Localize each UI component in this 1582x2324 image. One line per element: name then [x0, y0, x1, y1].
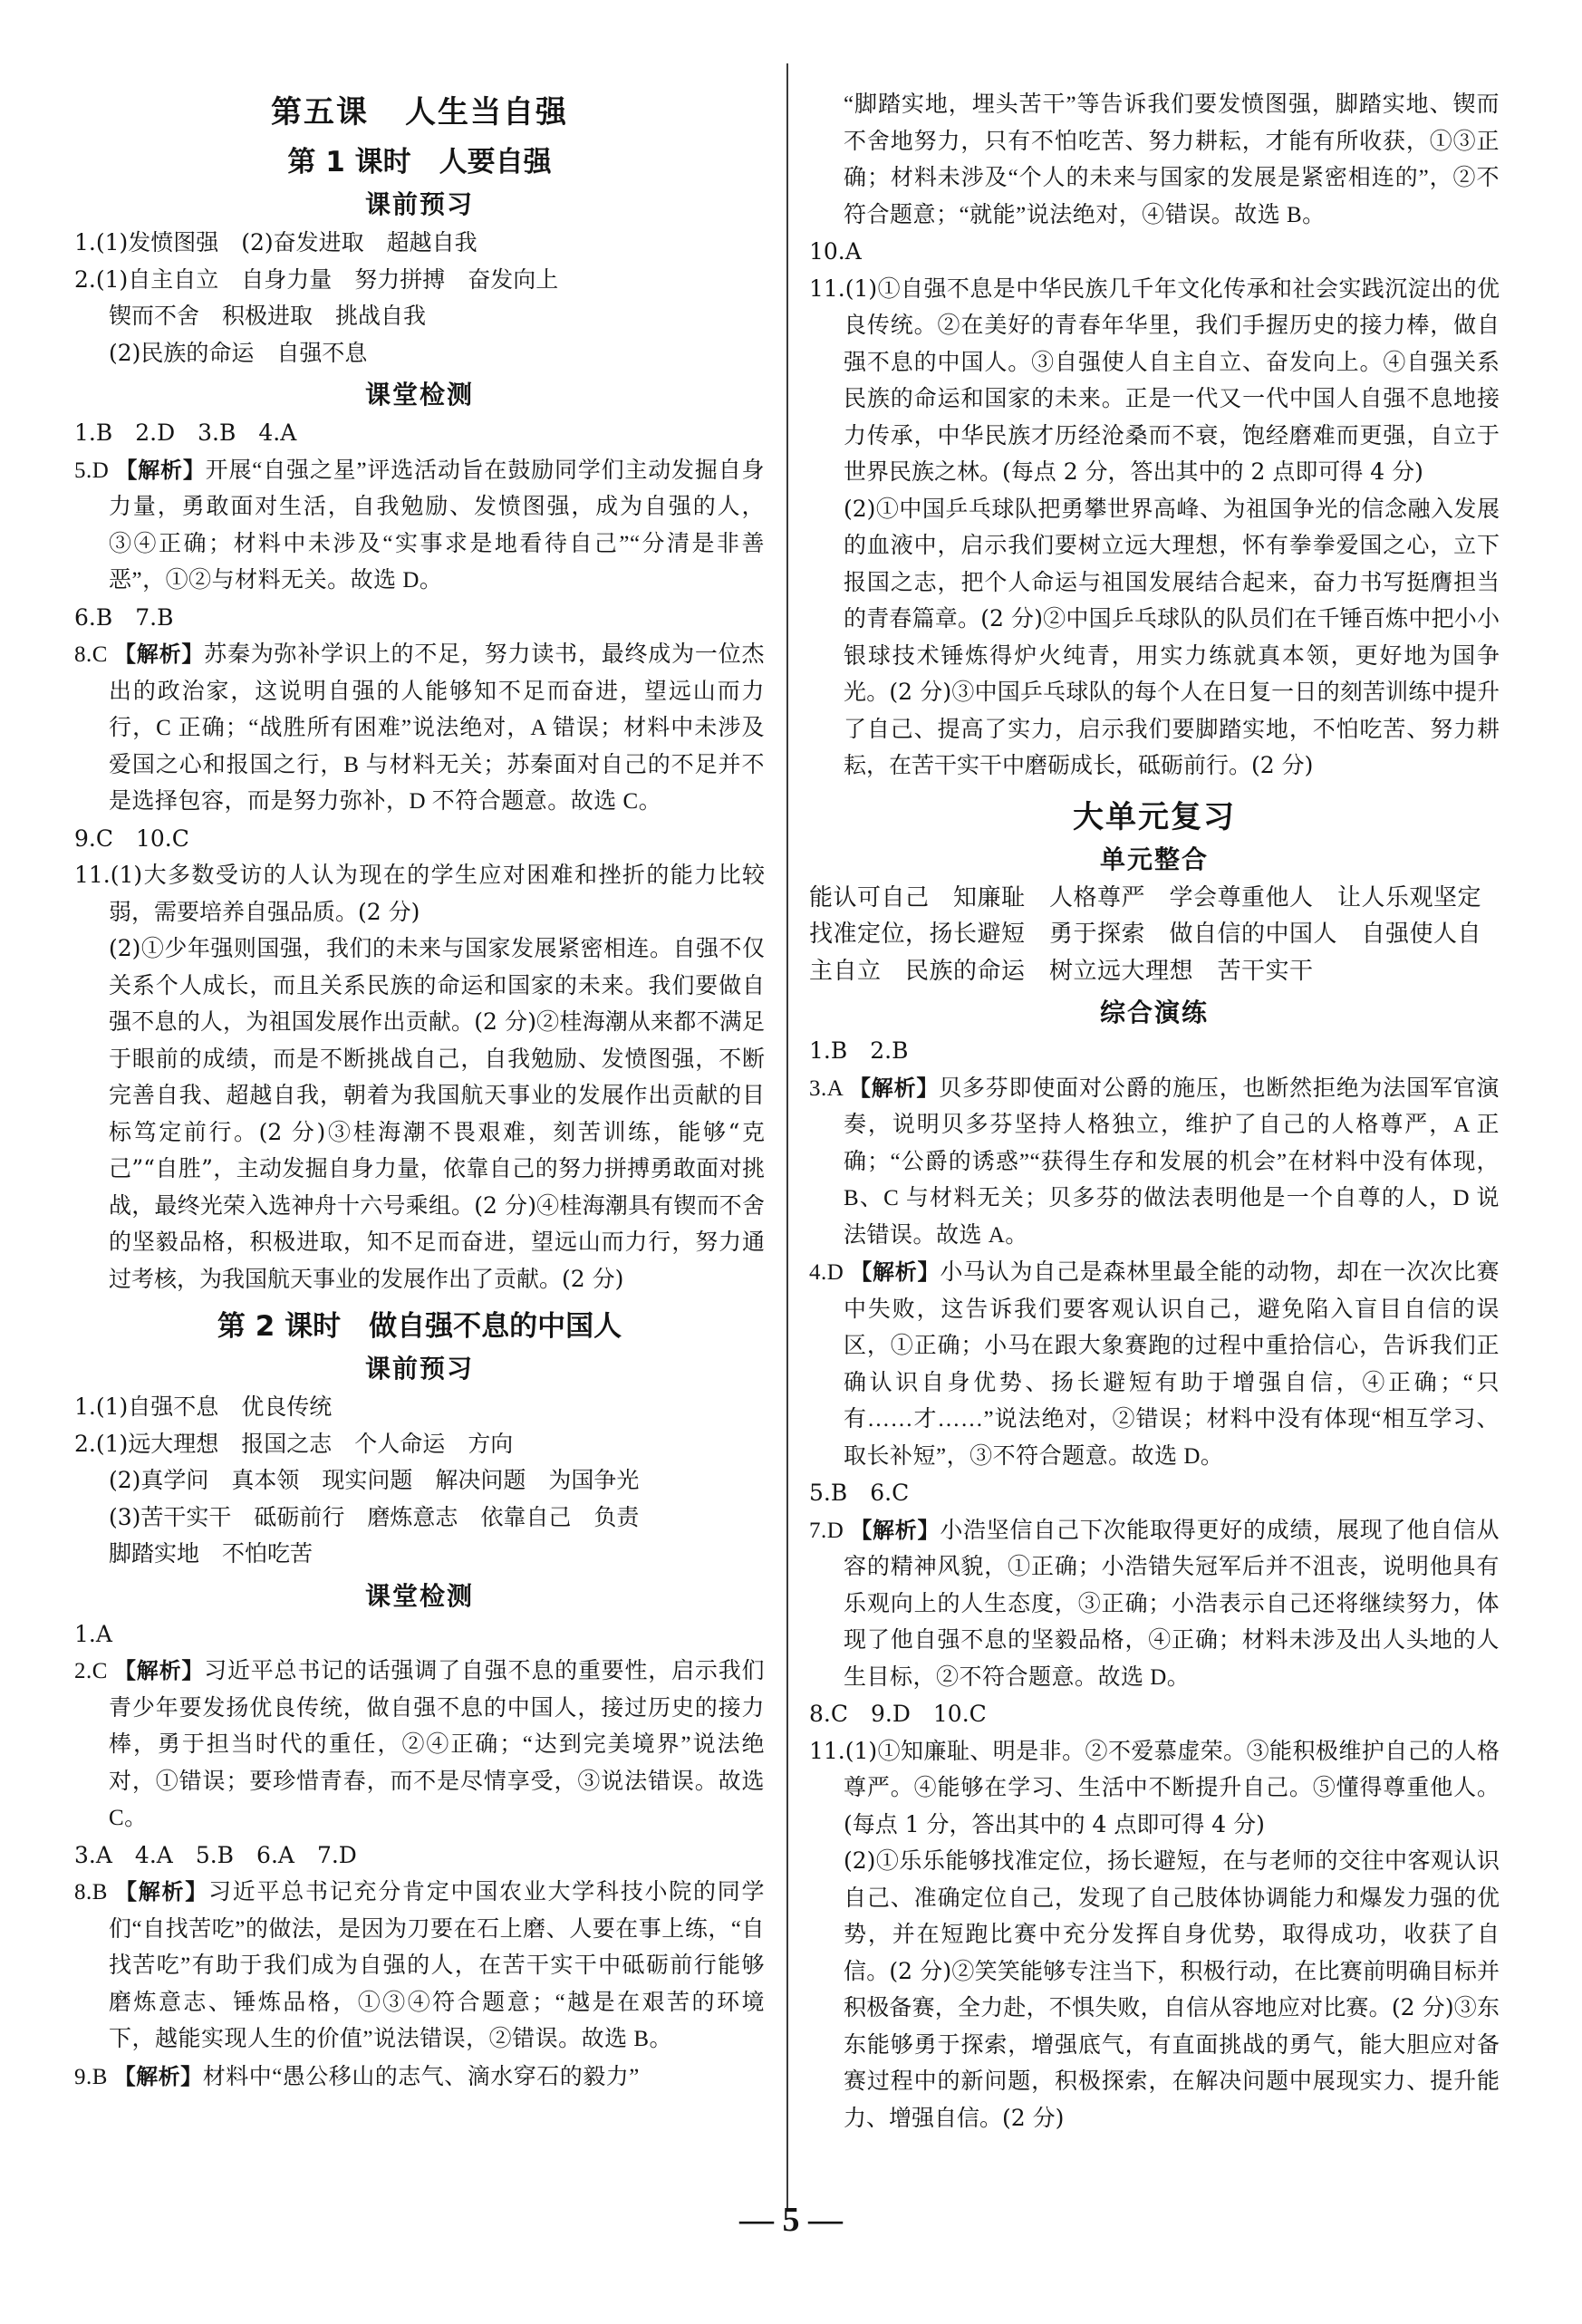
explained-answer: 8.B 【解析】习近平总书记充分肯定中国农业大学科技小院的同学们“自找苦吃”的做法，是因为刀要在石上磨、人要在事上练，“自找苦吃”有助于我们成为自强的人，在苦干实干中砥砺前行能够磨炼意志、锤炼品格，①③④符合题意；“越是在艰苦的环境下，越能实现人生的价值”说法错误，②错误。故选 B。 [74, 1879, 766, 2051]
unit-review-title: 大单元复习 [1073, 798, 1236, 835]
answer-item: 2.(1)自主自立 自身力量 努力拼搏 奋发向上 [74, 265, 559, 293]
l2-preview-title: 课前预习 [364, 1354, 474, 1384]
left-column [74, 87, 765, 2096]
l1-preview-title: 课前预习 [364, 189, 474, 219]
explained-answer: 2.C 【解析】习近平总书记的话强调了自强不息的重要性，启示我们青少年要发扬优良传统，做自强不息的中国人，接过历史的接力棒，勇于担当时代的重任，②④正确；“达到完美境界”说法绝对，①错误；要珍惜青春，而不是尽情享受，③说法错误。故选 C。 [74, 1658, 765, 1830]
page-number: — 5 — [739, 2201, 843, 2239]
answer-item: 11.(1)①知廉耻、明是非。②不爱慕虚荣。③能积极维护自己的人格尊严。④能够在学习、生活中不断提升自己。⑤懂得尊重他人。(每点 1 分，答出其中的 4 点即可得 4 分) [809, 1737, 1500, 1837]
answer-item: 8.C 9.D 10.C [809, 1701, 987, 1727]
answer-item: 11.(1)大多数受访的人认为现在的学生应对困难和挫折的能力比较弱，需要培养自强品质。(2 分) [74, 862, 765, 925]
answer-item: 1.(1)自强不息 优良传统 [74, 1393, 333, 1420]
integration-terms: 能认可自己 知廉耻 人格尊严 学会尊重他人 让人乐观坚定 找准定位，扬长避短 勇于探索 做自信的中国人 自强使人自主自立 民族的命运 树立远大理想 苦干实干 [809, 883, 1506, 985]
integration-title: 单元整合 [1099, 844, 1209, 874]
l2-check-title: 课堂检测 [364, 1580, 474, 1611]
lesson-title: 第五课 人生当自强 [271, 94, 568, 130]
answer-continuation: (2)①乐乐能够找准定位，扬长避短，在与老师的交往中客观认识自己、准确定位自己，发现了自己肢体协调能力和爆发力强的优势，并在短跑比赛中充分发挥自身优势，取得成功，收获了自信。(2 分)②笑笑能够专注当下，积极行动，在比赛前明确目标并积极备赛，全力赴，不惧失败，自信从容地应对比赛。(2 分)③东东能够勇于探索，增强底气，有直面挑战的勇气，能大胆应对备赛过程中的新问题，积极探索，在解决问题中展现实力、提升能力、增强自信。(2 分) [844, 1847, 1500, 2131]
right-column [809, 87, 1506, 2136]
lesson2-title: 第 2 课时 做自强不息的中国人 [217, 1310, 622, 1343]
explained-answer: 5.D 【解析】开展“自强之星”评选活动旨在鼓励同学们主动发掘自身力量，勇敢面对生活，自我勉励、发愤图强，成为自强的人，③④正确；材料中未涉及“实事求是地看待自己”“分清是非善恶”，①②与材料无关。故选 D。 [74, 457, 766, 593]
explained-answer: 9.B 【解析】材料中“愚公移山的志气、滴水穿石的毅力” [74, 2063, 640, 2089]
answer-continuation: (2)①中国乒乓球队把勇攀世界高峰、为祖国争光的信念融入发展的血液中，启示我们要树立远大理想，怀有拳拳爱国之心，立下报国之志，把个人命运与祖国发展结合起来，奋力书写挺膺担当的青春篇章。(2 分)②中国乒乓球队的队员们在千锤百炼中把小小银球技术锤炼得炉火纯青，用实力练就真本领，更好地为国争光。(2 分)③中国乒乓球队的每个人在日复一日的刻苦训练中提升了自己、提高了实力，启示我们要脚踏实地，不怕吃苦、努力耕耘，在苦干实干中磨砺成长，砥砺前行。(2 分) [844, 495, 1500, 778]
answer-continuation: (2)民族的命运 自强不息 [109, 339, 368, 366]
drill-title: 综合演练 [1099, 998, 1209, 1027]
answer-continuation: (2)①少年强则国强，我们的未来与国家发展紧密相连。自强不仅关系个人成长，而且关系民族的命运和国家的未来。我们要做自强不息的人，为祖国发展作出贡献。(2 分)②桂海潮从来都不满足于眼前的成绩，而是不断挑战自己，自我勉励、发愤图强，不断完善自我、超越自我，朝着为我国航天事业的发展作出贡献的目标笃定前行。(2 分)③桂海潮不畏艰难，刻苦训练，能够“克己”“自胜”，主动发掘自身力量，依靠自己的努力拼搏勇敢面对挑战，最终光荣入选神舟十六号乘组。(2 分)④桂海潮具有锲而不舍的坚毅品格，积极进取，知不足而奋进，望远山而力行，努力通过考核，为我国航天事业的发展作出了贡献。(2 分) [109, 935, 765, 1292]
explained-answer: 4.D 【解析】小马认为自己是森林里最全能的动物，却在一次次比赛中失败，这告诉我们要客观认识自己，避免陷入盲目自信的误区，①正确；小马在跟大象赛跑的过程中重拾信心，告诉我们正确认识自身优势、扬长避短有助于增强自信，④正确；“只有……才……”说法绝对，②错误；材料中没有体现“相互学习、取长补短”，③不符合题意。故选 D。 [809, 1259, 1500, 1469]
answer-continuation: 脚踏实地 不怕吃苦 [109, 1540, 314, 1567]
answer-item: 6.B 7.B [74, 603, 174, 631]
answer-continuation: “脚踏实地，埋头苦干”等告诉我们要发愤图强，脚踏实地、锲而不舍地努力，只有不怕吃苦、努力耕耘，才能有所收获，①③正确；材料未涉及“个人的未来与国家的发展是紧密相连的”，②不符合题意；“就能”说法绝对，④错误。故选 B。 [844, 92, 1500, 227]
answer-continuation: (2)真学问 真本领 现实问题 解决问题 为国争光 [109, 1467, 640, 1493]
answer-item: 2.(1)远大理想 报国之志 个人命运 方向 [74, 1430, 514, 1457]
answer-item: 5.B 6.C [809, 1480, 910, 1506]
answer-item: 1.(1)发愤图强 (2)奋发进取 超越自我 [74, 229, 477, 256]
answer-continuation: (3)苦干实干 砥砺前行 磨炼意志 依靠自己 负责 [109, 1503, 640, 1530]
answer-continuation: 锲而不舍 积极进取 挑战自我 [109, 303, 427, 329]
answer-item: 10.A [809, 238, 862, 265]
lesson1-title: 第 1 课时 人要自强 [287, 146, 552, 178]
explained-answer: 7.D 【解析】小浩坚信自己下次能取得更好的成绩，展现了他自信从容的精神风貌，①正确；小浩错失冠军后并不沮丧，说明他具有乐观向上的人生态度，③正确；小浩表示自己还将继续努力，体现了他自强不息的坚毅品格，④正确；材料未涉及出人头地的人生目标，②不符合题意。故选 D。 [809, 1517, 1500, 1690]
explained-answer: 3.A 【解析】贝多芬即使面对公爵的施压，也断然拒绝为法国军官演奏，说明贝多芬坚持人格独立，维护了自己的人格尊严，A 正确；“公爵的诱惑”“获得生存和发展的机会”在材料中没有体现，B、C 与材料无关；贝多芬的做法表明他是一个自尊的人，D 说法错误。故选 A。 [809, 1075, 1500, 1248]
column-divider [786, 63, 788, 2211]
l1-check-title: 课堂检测 [364, 380, 474, 410]
answer-item: 1.A [74, 1620, 112, 1647]
answer-item: 1.B 2.B [809, 1037, 909, 1064]
answer-item: 9.C 10.C [74, 824, 189, 852]
answer-item: 1.B 2.D 3.B 4.A [74, 419, 297, 446]
answer-item: 11.(1)①自强不息是中华民族几千年文化传承和社会实践沉淀出的优良传统。②在美好的青春年华里，我们手握历史的接力棒，做自强不息的中国人。③自强使人自主自立、奋发向上。④自强关系民族的命运和国家的未来。正是一代又一代中国人自强不息地接力传承，中华民族才历经沧桑而不衰，饱经磨难而更强，自立于世界民族之林。(每点 2 分，答出其中的 2 点即可得 4 分) [809, 275, 1500, 485]
answer-item: 3.A 4.A 5.B 6.A 7.D [74, 1841, 357, 1868]
explained-answer: 8.C 【解析】苏秦为弥补学识上的不足，努力读书，最终成为一位杰出的政治家，这说明自强的人能够知不足而奋进，望远山而力行，C 正确；“战胜所有困难”说法绝对，A 错误；材料中未涉及爱国之心和报国之行，B 与材料无关；苏秦面对自己的不足并不是选择包容，而是努力弥补，D 不符合题意。故选 C。 [74, 641, 765, 814]
